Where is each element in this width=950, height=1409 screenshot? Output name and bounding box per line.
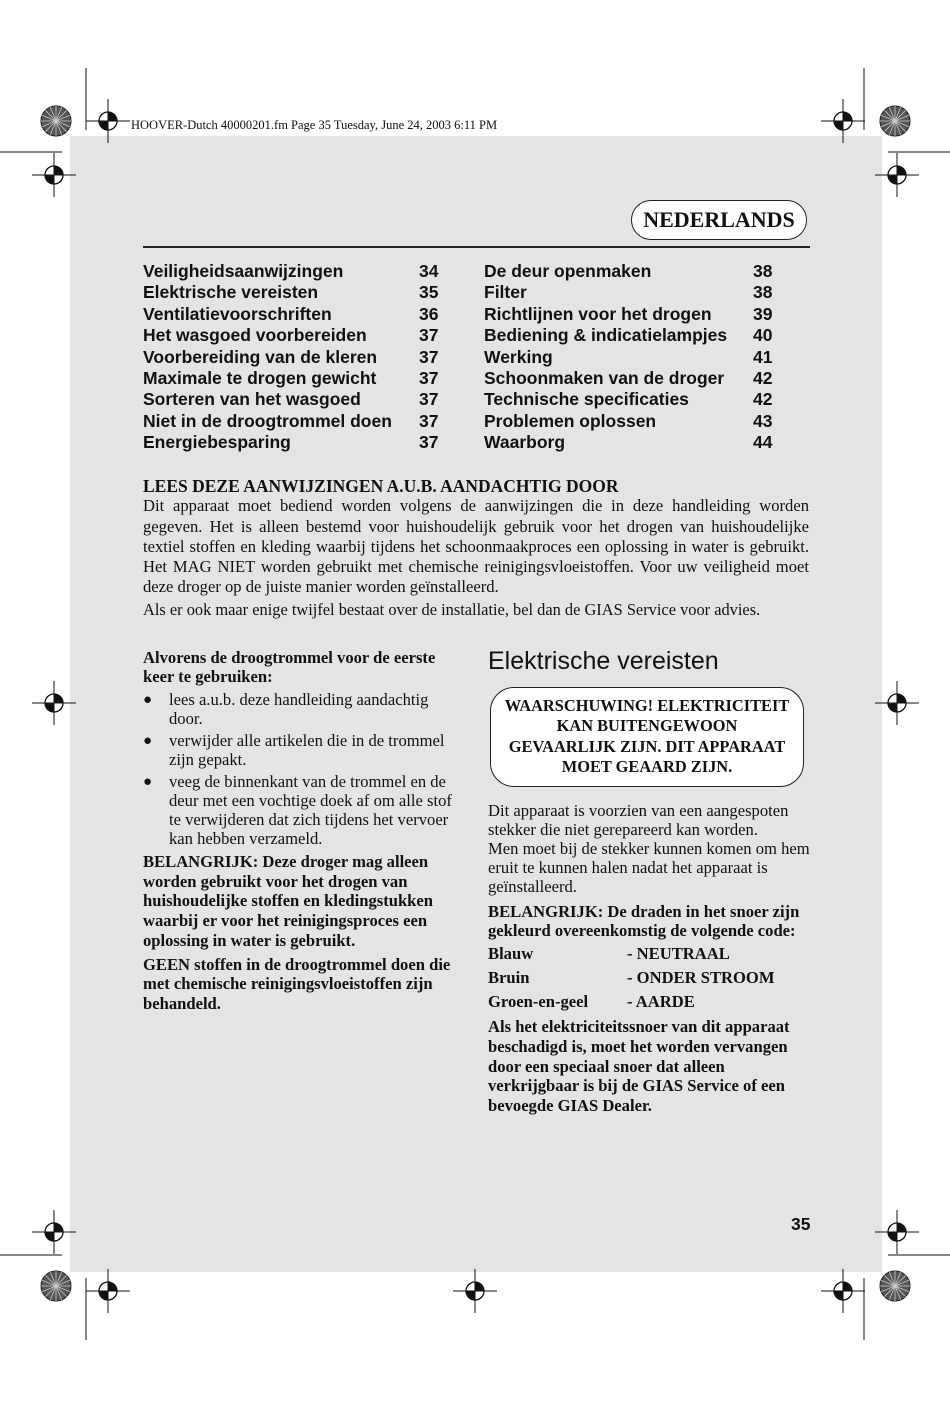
toc-entry-page: 43 xyxy=(753,410,773,431)
toc-entry-title: Filter xyxy=(484,282,527,303)
toc-entry-page: 35 xyxy=(419,282,439,303)
toc-entry-title: Richtlijnen voor het drogen xyxy=(484,303,712,324)
toc-entry-page: 40 xyxy=(753,325,773,346)
toc-entry xyxy=(484,411,784,432)
bullet-icon: ● xyxy=(143,733,153,749)
wire-code-intro: BELANGRIJK: De draden in het snoer zijn gekleurd overeenkomstig de volgende code: xyxy=(488,901,800,941)
toc-entry-title: Schoonmaken van de droger xyxy=(484,367,725,388)
toc-right-column xyxy=(484,261,784,454)
toc-entry-page: 44 xyxy=(753,432,773,453)
plug-note: Dit apparaat is voorzien van een aangespoten stekker die niet gerepareerd kan worden. xyxy=(488,800,789,839)
warning-box: WAARSCHUWING! ELEKTRICITEIT KAN BUITENGEWOON GEVAARLIJK ZIJN. DIT APPARAAT MOET GEAARD ZIJN. xyxy=(490,687,804,787)
toc-entry-title: Energiebesparing xyxy=(143,432,291,453)
list-item xyxy=(143,772,461,848)
list-item xyxy=(143,731,461,769)
toc-entry-page: 37 xyxy=(419,389,439,410)
toc-entry-page: 42 xyxy=(753,367,773,388)
list-item-text: veeg de binnenkant van de trommel en de deur met een vochtige doek af om alle stof te verwijderen dat zich tijdens het vervoer kan hebben verzameld. xyxy=(169,772,452,848)
bullet-icon: ● xyxy=(143,692,153,708)
toc-entry-title: Ventilatievoorschriften xyxy=(143,303,332,324)
wire-meaning: - ONDER STROOM xyxy=(627,968,775,988)
wire-color: Blauw xyxy=(488,944,534,964)
toc-entry-title: Niet in de droogtrommel doen xyxy=(143,410,392,431)
no-chemicals-note: GEEN stoffen in de droogtrommel doen die met chemische reinigingsvloeistoffen zijn behandeld. xyxy=(143,954,451,1013)
toc-entry-title: Technische specificaties xyxy=(484,389,689,410)
first-use-section xyxy=(143,648,461,1014)
toc-entry xyxy=(143,282,443,303)
intro-body: Dit apparaat moet bediend worden volgens de aanwijzingen die in deze handleiding worden gegeven. Het is alleen bestemd voor huishoudelijk gebruik voor het drogen van huishoudelijke textiel stoffen en kleding waarbij tijdens het schoonmaakproces een oplossing in water is gebruikt. Het MAG NIET worden gebruikt met chemische reinigingsvloeistoffen. Voor uw veiligheid moet deze droger op de juiste manier worden geïnstalleerd. xyxy=(143,496,809,597)
toc-entry-page: 37 xyxy=(419,367,439,388)
wire-code-row xyxy=(488,942,810,965)
toc-entry xyxy=(484,304,784,325)
toc-entry-title: Het wasgoed voorbereiden xyxy=(143,325,367,346)
cord-replacement-note: Als het elektriciteitssnoer van dit apparaat beschadigd is, moet het worden vervangen door een speciaal snoer dat alleen verkrijgbaar is bij de GIAS Service of een bevoegde GIAS Dealer. xyxy=(488,1017,790,1116)
wire-color: Bruin xyxy=(488,968,530,988)
important-note: BELANGRIJK: Deze droger mag alleen worden gebruikt voor het drogen van huishoudelijke stoffen en kledingstukken waarbij er voor het reinigingsproces een oplossing in water is gebruikt. xyxy=(143,852,434,950)
toc-entry xyxy=(143,261,443,282)
toc-entry-title: Elektrische vereisten xyxy=(143,282,319,303)
toc-entry xyxy=(484,432,784,453)
page-number: 35 xyxy=(791,1214,811,1234)
toc-entry-page: 37 xyxy=(419,432,439,453)
toc-entry-page: 42 xyxy=(753,389,773,410)
toc-entry-page: 38 xyxy=(753,261,773,281)
intro-heading: LEES DEZE AANWIJZINGEN A.U.B. AANDACHTIG DOOR xyxy=(143,476,619,496)
wire-meaning: - NEUTRAAL xyxy=(627,944,730,964)
wire-color: Groen-en-geel xyxy=(488,992,589,1012)
toc-entry xyxy=(484,389,784,410)
toc-entry-title: Veiligheidsaanwijzingen xyxy=(143,261,344,281)
toc-entry xyxy=(484,325,784,346)
toc-entry xyxy=(484,347,784,368)
toc-entry xyxy=(143,432,443,453)
toc-entry-page: 38 xyxy=(753,282,773,303)
language-badge: NEDERLANDS xyxy=(631,200,807,240)
toc-entry xyxy=(143,347,443,368)
section-title: Elektrische vereisten xyxy=(488,647,719,675)
toc-entry-page: 37 xyxy=(419,410,439,431)
plug-access-note: Men moet bij de stekker kunnen komen om hem eruit te kunnen halen nadat het apparaat is geïnstalleerd. xyxy=(488,838,810,896)
toc-entry xyxy=(143,389,443,410)
toc-entry-title: Bediening & indicatielampjes xyxy=(484,325,728,346)
list-item-text: lees a.u.b. deze handleiding aandachtig door. xyxy=(169,690,429,728)
toc-entry xyxy=(484,282,784,303)
print-header: HOOVER-Dutch 40000201.fm Page 35 Tuesday, June 24, 2003 6:11 PM xyxy=(131,118,498,132)
toc-entry-page: 41 xyxy=(753,346,773,367)
first-use-heading: Alvorens de droogtrommel voor de eerste keer te gebruiken: xyxy=(143,648,436,686)
list-item-text: verwijder alle artikelen die in de trommel zijn gepakt. xyxy=(169,731,445,769)
toc-entry-title: Werking xyxy=(484,346,553,367)
bullet-icon: ● xyxy=(143,774,153,790)
toc-entry xyxy=(143,325,443,346)
toc-entry xyxy=(143,368,443,389)
toc-entry-title: Maximale te drogen gewicht xyxy=(143,367,377,388)
toc-left-column xyxy=(143,261,443,454)
toc-entry-title: De deur openmaken xyxy=(484,261,652,281)
toc-entry xyxy=(484,261,784,282)
toc-entry-page: 36 xyxy=(419,303,439,324)
intro-service-note: Als er ook maar enige twijfel bestaat over de installatie, bel dan de GIAS Service voor advies. xyxy=(143,599,761,619)
toc-entry xyxy=(143,411,443,432)
wire-code-row xyxy=(488,966,810,989)
wire-code-row xyxy=(488,990,810,1013)
toc-entry-title: Problemen oplossen xyxy=(484,410,657,431)
toc-entry-title: Sorteren van het wasgoed xyxy=(143,389,361,410)
toc-entry-page: 39 xyxy=(753,303,773,324)
electrical-section xyxy=(488,646,810,1116)
first-use-list xyxy=(143,690,461,848)
list-item xyxy=(143,690,461,728)
toc-entry-page: 34 xyxy=(419,261,439,281)
header-rule xyxy=(143,246,810,248)
toc-entry xyxy=(143,304,443,325)
wire-meaning: - AARDE xyxy=(627,992,695,1012)
toc-entry-title: Voorbereiding van de kleren xyxy=(143,346,378,367)
toc-entry-title: Waarborg xyxy=(484,432,566,453)
toc-entry xyxy=(484,368,784,389)
intro-section xyxy=(143,476,809,620)
toc-entry-page: 37 xyxy=(419,325,439,346)
toc-entry-page: 37 xyxy=(419,346,439,367)
